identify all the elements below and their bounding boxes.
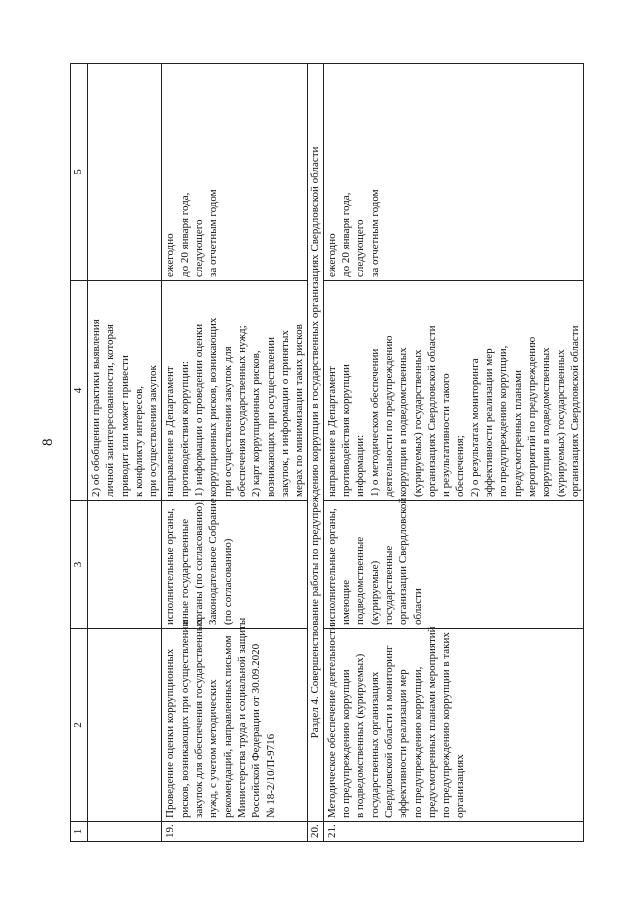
text-line: предусмотренных планами мероприятий bbox=[425, 626, 438, 818]
text-line: нужд, с учетом методических bbox=[207, 679, 220, 818]
text-line: (курируемых) государственных bbox=[554, 349, 567, 497]
text-line: предусмотренных планами bbox=[511, 369, 524, 497]
measure-cell bbox=[162, 617, 308, 822]
cell-empty bbox=[88, 629, 162, 822]
text-line: Методическое обеспечение деятельности bbox=[325, 624, 338, 818]
text-line: направление в Департамент bbox=[325, 366, 338, 497]
text-line: в подведомственных (курируемых) bbox=[354, 653, 367, 818]
text-line: государственных организациях bbox=[368, 671, 381, 818]
text-line: и результативности такого bbox=[440, 373, 453, 497]
page-number: 8 bbox=[40, 438, 56, 446]
text-line: иные государственные bbox=[178, 518, 191, 625]
header-col-1: 1 bbox=[71, 822, 88, 842]
text-line: личной заинтересованности, которая bbox=[104, 324, 117, 497]
text-line: направление в Департамент bbox=[164, 366, 177, 497]
text-line: ежегодно bbox=[325, 233, 338, 277]
text-line: следующего bbox=[193, 219, 206, 277]
text-line: противодействия коррупции: bbox=[178, 361, 191, 497]
text-line: к конфликту интересов, bbox=[132, 385, 145, 497]
text-line: обеспечения государственных нужд; bbox=[235, 325, 248, 497]
text-line: мероприятий по предупреждению bbox=[525, 336, 538, 497]
header-col-3: 3 bbox=[71, 501, 88, 629]
text-line: (курируемые) bbox=[368, 560, 381, 625]
section-title: Раздел 4. Совершенствование работы по предупреждению коррупции в государственных организациях Свердловской области bbox=[308, 64, 323, 822]
deadline-cell bbox=[323, 64, 583, 281]
text-line: коррупции в подведомственных bbox=[397, 347, 410, 497]
text-line: за отчетным годом bbox=[207, 189, 220, 277]
measure-cell bbox=[323, 624, 583, 822]
text-line: возникающих при осуществлении bbox=[264, 336, 277, 497]
row-number: 21. bbox=[323, 822, 583, 842]
text-line: организации Свердловской bbox=[397, 497, 410, 625]
cell-empty bbox=[88, 822, 162, 842]
header-col-5: 5 bbox=[71, 64, 88, 281]
text-line: 2) о результатах мониторинга bbox=[468, 358, 481, 497]
text-line: при осуществлении закупок bbox=[147, 365, 160, 497]
text-line: организациях bbox=[454, 754, 467, 818]
continuation-report-cell bbox=[88, 281, 162, 501]
report-form-cell bbox=[162, 281, 308, 501]
table-row-continuation bbox=[88, 64, 162, 842]
text-line: ежегодно bbox=[164, 233, 177, 277]
text-line: рекомендаций, направленных письмом bbox=[221, 635, 234, 818]
cell-empty bbox=[88, 501, 162, 629]
text-line: 1) о методическом обеспечении bbox=[368, 348, 381, 497]
text-line: по предупреждению коррупции, bbox=[497, 345, 510, 497]
text-line: информации: bbox=[354, 434, 367, 497]
text-line: закупок, и информации о принятых bbox=[278, 330, 291, 497]
executors-cell bbox=[162, 498, 308, 629]
text-line: за отчетным годом bbox=[368, 189, 381, 277]
table-row-19 bbox=[162, 64, 308, 842]
text-line: деятельности по предупреждению bbox=[382, 335, 395, 497]
text-line: организациях Свердловской области bbox=[425, 325, 438, 497]
text-line: по предупреждению коррупции bbox=[340, 669, 353, 818]
text-line: Российской Федерации от 30.09.2020 bbox=[250, 643, 263, 818]
text-line: обеспечения; bbox=[454, 435, 467, 497]
row-number: 19. bbox=[162, 822, 308, 842]
text-line: области bbox=[411, 588, 424, 625]
measures-table bbox=[70, 63, 584, 842]
text-line: закупок для обеспечения государственных bbox=[193, 618, 206, 818]
text-line: до 20 января года, bbox=[178, 192, 191, 277]
text-line: (по согласованию) bbox=[221, 538, 234, 625]
text-line: № 18-2/10/П-9716 bbox=[264, 733, 277, 818]
text-line: государственные bbox=[382, 545, 395, 625]
text-line: коррупционных рисков, возникающих bbox=[207, 317, 220, 497]
text-line: рисков, возникающих при осуществлении bbox=[178, 620, 191, 818]
text-line: органы (по согласованию), bbox=[193, 499, 206, 625]
header-col-4: 4 bbox=[71, 281, 88, 501]
text-line: приводит или может привести bbox=[118, 355, 131, 497]
text-line: Свердловской области и мониторинг bbox=[382, 645, 395, 818]
text-line: коррупции в подведомственных bbox=[540, 347, 553, 497]
cell-empty bbox=[88, 64, 162, 281]
text-line: следующего bbox=[354, 219, 367, 277]
text-line: Проведение оценки коррупционных bbox=[164, 648, 177, 818]
text-line: Законодательное Собрание bbox=[207, 498, 220, 625]
executors-cell bbox=[323, 497, 583, 629]
section-row-20 bbox=[308, 64, 323, 842]
text-line: эффективности реализации мер bbox=[483, 348, 496, 497]
text-line: мерах по минимизации таких рисков bbox=[293, 324, 306, 497]
header-col-2: 2 bbox=[71, 629, 88, 822]
table-header-row bbox=[71, 64, 88, 842]
text-line: эффективности реализации мер bbox=[397, 669, 410, 818]
text-line: (курируемых) государственных bbox=[411, 349, 424, 497]
text-line: организациях Свердловской области bbox=[568, 325, 581, 497]
text-line: исполнительные органы, bbox=[325, 508, 338, 625]
text-line: имеющие bbox=[340, 579, 353, 625]
row-number: 20. bbox=[308, 822, 323, 842]
text-line: 2) об обобщении практики выявления bbox=[90, 319, 102, 497]
text-line: по предупреждению коррупции в таких bbox=[440, 632, 453, 818]
document-page bbox=[70, 64, 581, 842]
text-line: до 20 января года, bbox=[340, 192, 353, 277]
text-line: исполнительные органы, bbox=[164, 508, 177, 625]
report-form-cell bbox=[323, 281, 583, 501]
text-line: по предупреждению коррупции, bbox=[411, 666, 424, 818]
text-line: Министерства труда и социальной защиты bbox=[235, 617, 248, 818]
deadline-cell bbox=[162, 64, 308, 281]
text-line: 1) информации о проведении оценки bbox=[193, 323, 206, 497]
text-line: противодействия коррупции bbox=[340, 364, 353, 497]
table-row-21 bbox=[323, 64, 583, 842]
text-line: 2) карт коррупционных рисков, bbox=[250, 350, 263, 497]
text-line: при осуществлении закупок для bbox=[221, 346, 234, 497]
text-line: подведомственные bbox=[354, 536, 367, 625]
